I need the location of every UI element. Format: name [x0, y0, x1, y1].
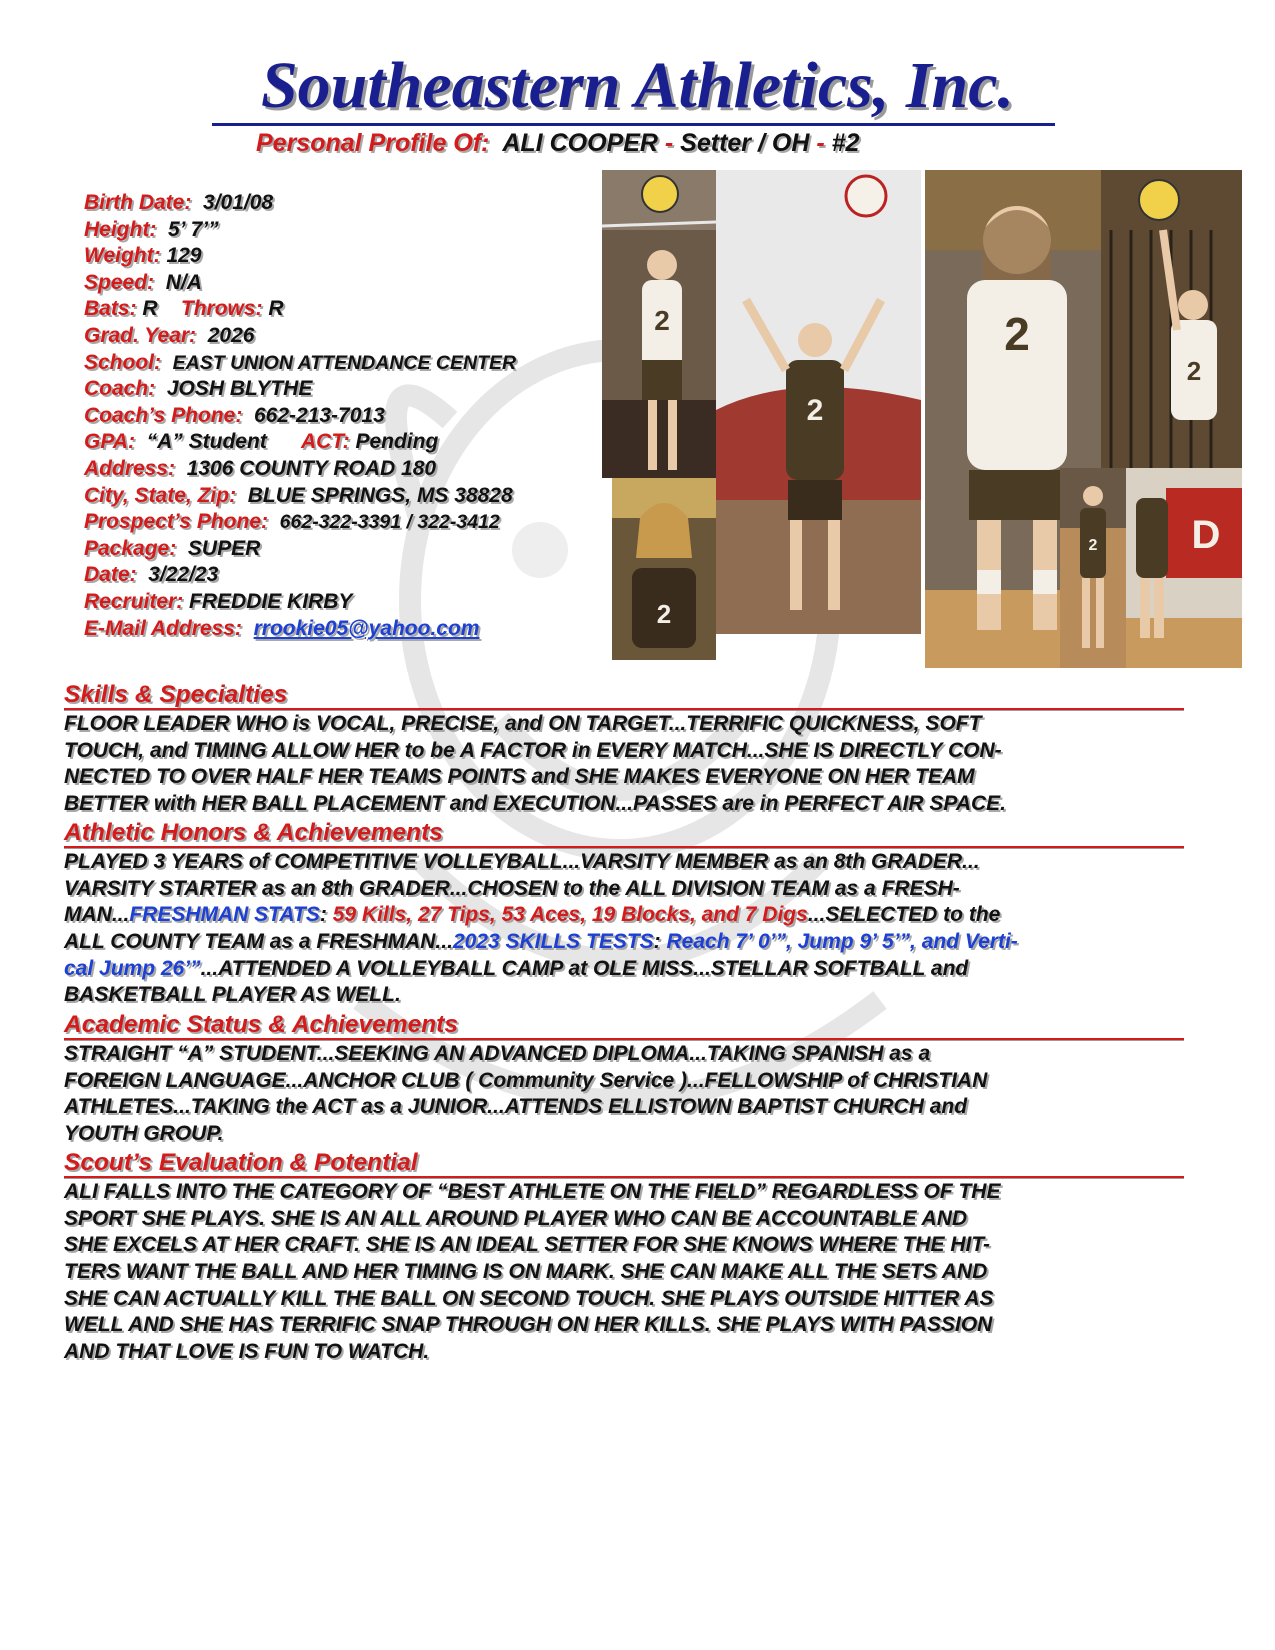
page-title: Southeastern Athletics, Inc.	[260, 49, 1015, 122]
weight-row: Weight: 129	[84, 244, 202, 268]
academic-line: YOUTH GROUP.	[64, 1122, 224, 1146]
profile-info	[84, 190, 604, 642]
scout-line: ALI FALLS INTO THE CATEGORY OF “BEST ATHLETE ON THE FIELD” REGARDLESS OF THE	[64, 1180, 1001, 1203]
speed-row: Speed: N/A	[84, 270, 202, 294]
athletic-line: PLAYED 3 YEARS of COMPETITIVE VOLLEYBALL...VARSITY MEMBER as an 8th GRADER...	[64, 850, 980, 873]
academic-heading: Academic Status & Achievements	[64, 1011, 458, 1038]
skills-line: NECTED TO OVER HALF HER TEAMS POINTS and SHE MAKES EVERYONE ON HER TEAM	[64, 765, 975, 789]
skills-heading: Skills & Specialties	[64, 681, 288, 708]
athletic-line: MAN...FRESHMAN STATS: 59 Kills, 27 Tips, 53 Aces, 19 Blocks, and 7 Digs...SELECTED to the	[64, 903, 1001, 927]
coach-phone-row: Coach’s Phone: 662-213-7013	[84, 403, 385, 427]
birth-date-row: Birth Date: 3/01/08	[84, 191, 274, 214]
academic-line: STRAIGHT “A” STUDENT...SEEKING AN ADVANCED DIPLOMA...TAKING SPANISH as a	[64, 1042, 931, 1065]
scout-heading: Scout’s Evaluation & Potential	[64, 1149, 418, 1176]
skills-text	[64, 711, 1184, 818]
scout-line: AND THAT LOVE IS FUN TO WATCH.	[64, 1340, 430, 1364]
svg-text:2: 2	[806, 394, 824, 427]
school-row: School: EAST UNION ATTENDANCE CENTER	[84, 350, 517, 374]
photo-serving	[1101, 170, 1242, 468]
academic-text	[64, 1041, 1184, 1148]
skills-line: FLOOR LEADER WHO is VOCAL, PRECISE, and ON TARGET...TERRIFIC QUICKNESS, SOFT	[64, 712, 982, 735]
email-link[interactable]: rrookie05@yahoo.com	[253, 616, 480, 640]
scout-line: SPORT SHE PLAYS. SHE IS AN ALL AROUND PLAYER WHO CAN BE ACCOUNTABLE AND	[64, 1206, 968, 1230]
photo-standing	[1060, 468, 1126, 668]
athlete-position: Setter / OH	[680, 129, 810, 157]
title-underline	[212, 123, 1055, 126]
skills-tests-values: Reach 7’ 0’”, Jump 9’ 5’”, and Verti-	[666, 930, 1018, 954]
subtitle-separator: -	[664, 129, 674, 157]
city-row: City, State, Zip: BLUE SPRINGS, MS 38828	[84, 483, 513, 507]
svg-text:2: 2	[1004, 308, 1030, 360]
skills-tests-label: 2023 SKILLS TESTS	[452, 930, 654, 954]
athletic-line: cal Jump 26’”...ATTENDED A VOLLEYBALL CAMP at OLE MISS...STELLAR SOFTBALL and	[64, 956, 969, 980]
scout-line: SHE EXCELS AT HER CRAFT. SHE IS AN IDEAL SETTER FOR SHE KNOWS WHERE THE HIT-	[64, 1233, 990, 1257]
photo-team-celebration	[612, 478, 716, 660]
athletic-heading: Athletic Honors & Achievements	[64, 819, 443, 846]
athletic-text	[64, 849, 1184, 1009]
svg-text:2: 2	[656, 599, 672, 629]
grad-year-row: Grad. Year: 2026	[84, 323, 255, 347]
freshman-stats-label: FRESHMAN STATS	[129, 903, 320, 927]
coach-row: Coach: JOSH BLYTHE	[84, 377, 313, 401]
subtitle-label: Personal Profile Of:	[256, 129, 490, 157]
jersey-number: #2	[831, 129, 860, 157]
gpa-act-row: GPA: “A” Student ACT: Pending	[84, 430, 439, 454]
recruiter-row: Recruiter: FREDDIE KIRBY	[84, 589, 353, 613]
scout-line: WELL AND SHE HAS TERRIFIC SNAP THROUGH ON HER KILLS. SHE PLAYS WITH PASSION	[64, 1313, 993, 1337]
bats-throws-row: Bats: R Throws: R	[84, 297, 284, 321]
athletic-line: ALL COUNTY TEAM as a FRESHMAN...2023 SKILLS TESTS: Reach 7’ 0’”, Jump 9’ 5’”, and Verti-	[64, 930, 1018, 954]
skills-line: TOUCH, and TIMING ALLOW HER to be A FACTOR in EVERY MATCH...SHE IS DIRECTLY CON-	[64, 738, 1002, 762]
svg-text:D: D	[1191, 513, 1221, 557]
freshman-stats-values: 59 Kills, 27 Tips, 53 Aces, 19 Blocks, and 7 Digs	[332, 903, 808, 927]
email-row: E-Mail Address: rrookie05@yahoo.com	[84, 616, 480, 640]
photo-setting-center	[716, 170, 921, 634]
athletic-line: VARSITY STARTER as an 8th GRADER...CHOSEN to the ALL DIVISION TEAM as a FRESH-	[64, 876, 960, 900]
athletic-line: BASKETBALL PLAYER AS WELL.	[64, 983, 401, 1007]
height-row: Height: 5’ 7’”	[84, 217, 219, 241]
svg-text:2: 2	[1088, 537, 1098, 554]
scout-text	[64, 1179, 1184, 1366]
academic-line: FOREIGN LANGUAGE...ANCHOR CLUB ( Community Service )...FELLOWSHIP of CHRISTIAN	[64, 1068, 988, 1092]
scout-line: SHE CAN ACTUALLY KILL THE BALL ON SECOND TOUCH. SHE PLAYS OUTSIDE HITTER AS	[64, 1286, 994, 1310]
profile-subtitle	[256, 128, 1156, 158]
athlete-name: ALI COOPER	[502, 129, 658, 157]
svg-text:2: 2	[1186, 356, 1202, 386]
scout-line: TERS WANT THE BALL AND HER TIMING IS ON MARK. SHE CAN MAKE ALL THE SETS AND	[64, 1260, 988, 1284]
subtitle-separator: -	[816, 129, 825, 157]
photo-jump-serve	[1126, 468, 1242, 668]
address-row: Address: 1306 COUNTY ROAD 180	[84, 456, 437, 480]
academic-line: ATHLETES...TAKING the ACT as a JUNIOR...ATTENDS ELLISTOWN BAPTIST CHURCH and	[64, 1095, 968, 1119]
date-row: Date: 3/22/23	[84, 563, 219, 587]
prospect-phone-row: Prospect’s Phone: 662-322-3391 / 322-3412	[84, 510, 500, 534]
photo-setting-left	[602, 170, 716, 478]
svg-text:2: 2	[654, 305, 670, 336]
skills-line: BETTER with HER BALL PLACEMENT and EXECUTION...PASSES are in PERFECT AIR SPACE.	[64, 792, 1006, 816]
package-row: Package: SUPER	[84, 536, 261, 560]
